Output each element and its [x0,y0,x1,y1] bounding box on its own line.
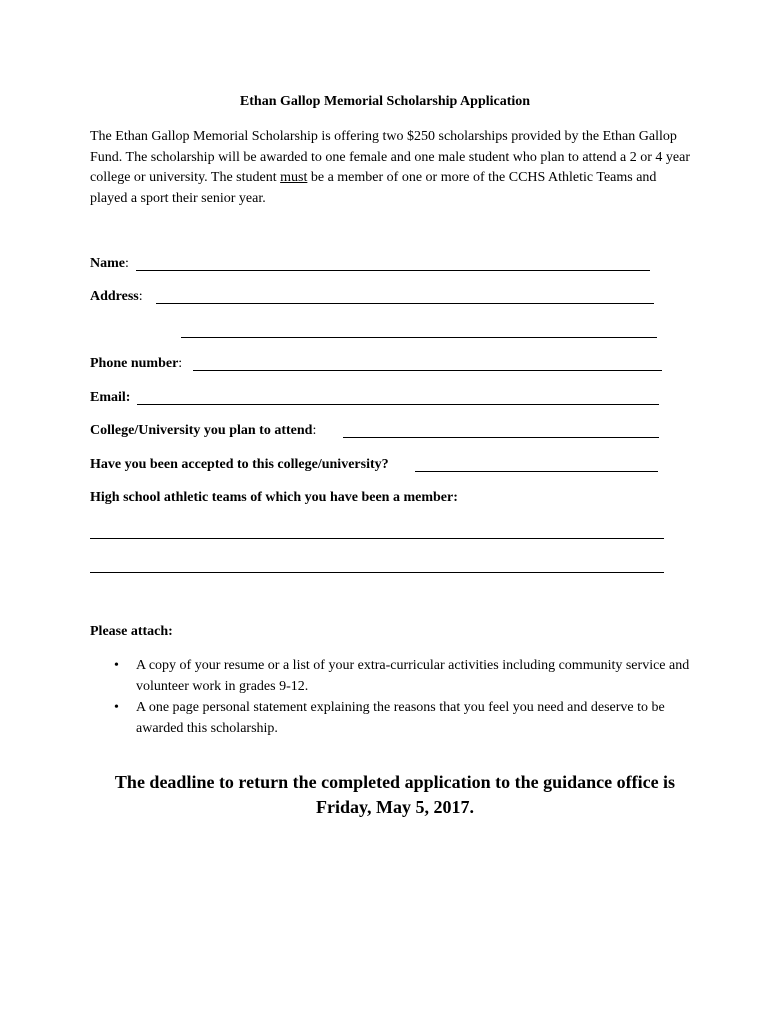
address-colon: : [138,289,143,304]
phone-field [90,356,182,372]
attach-list [90,655,690,739]
attach-item-text: A copy of your resume or a list of your extra-curricular activities including community service and volunteer work in grades 9-12. [136,658,690,694]
teams-label: High school athletic teams of which you have been a member: [90,490,458,505]
list-item [90,655,690,697]
name-input-line[interactable] [136,270,650,271]
email-input-line[interactable] [137,404,659,405]
college-label: College/University you plan to attend [90,423,313,438]
bullet-icon: • [114,658,119,673]
name-field [90,256,129,272]
accepted-label: Have you been accepted to this college/university? [90,457,389,472]
email-label: Email: [90,390,131,405]
teams-field [90,490,458,506]
phone-label: Phone number [90,356,179,371]
address-input-line-2[interactable] [181,337,657,338]
accepted-field [90,457,389,473]
address-label: Address [90,289,139,304]
bullet-icon: • [114,700,119,715]
phone-input-line[interactable] [193,370,662,371]
teams-input-line-1[interactable] [90,538,664,539]
college-field [90,423,316,439]
address-field [90,289,143,305]
deadline-notice: The deadline to return the completed application to the guidance office is Friday, May 5, 2017. [114,772,676,817]
intro-text-2: be a member of one or more of the CCHS Athletic Teams and played a sport their senior year. [90,170,657,206]
name-label: Name [90,256,125,271]
college-input-line[interactable] [343,437,659,438]
phone-colon: : [178,356,183,371]
college-colon: : [312,423,317,438]
attach-item-text: A one page personal statement explaining the reasons that you feel you need and deserve to be awarded this scholarship. [136,700,665,736]
teams-input-line-2[interactable] [90,572,664,573]
list-item [90,697,690,739]
page-title: Ethan Gallop Memorial Scholarship Application [239,94,531,109]
intro-emphasis: must [280,170,308,185]
name-colon: : [125,256,129,271]
intro-text-1: The Ethan Gallop Memorial Scholarship is offering two $250 scholarships provided by the Ethan Gallop Fund. The scholarship will be awarded to one female and one male student who plan to attend a 2 or 4 year college or university. The student [90,129,691,185]
intro-paragraph [90,127,690,209]
address-input-line-1[interactable] [156,303,654,304]
email-field [90,390,130,406]
accepted-input-line[interactable] [415,471,658,472]
attach-heading: Please attach: [90,624,173,639]
